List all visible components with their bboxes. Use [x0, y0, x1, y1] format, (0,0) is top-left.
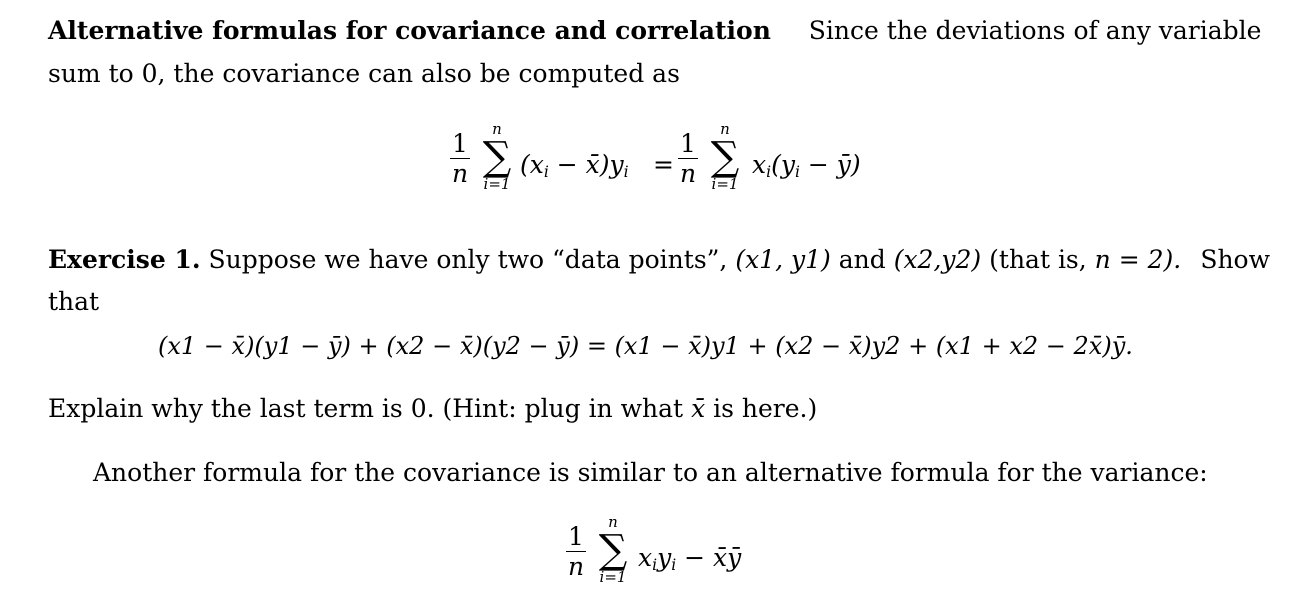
eq3-term-y: y: [657, 543, 672, 572]
eq3-rest: − x̄ȳ: [676, 543, 742, 572]
exercise-label: Exercise 1.: [48, 245, 201, 274]
eq3-frac-den: n: [567, 552, 585, 582]
eq1-equals: =: [653, 150, 674, 179]
eq3-expression: [638, 545, 741, 573]
exercise-text-1: Suppose we have only two “data points”,: [208, 245, 728, 274]
eq1-sub-i-1: i: [543, 162, 549, 181]
eq3-sum-lower: i=1: [599, 568, 627, 586]
eq1-sum-lower: i=1: [483, 175, 511, 193]
eq1-right-end: − ȳ): [799, 150, 861, 179]
eq3-frac: [566, 522, 586, 582]
eq1-frac-num: 1: [452, 129, 468, 158]
eq1-frac-left: [450, 129, 470, 189]
paragraph-2-xbar: x̄: [691, 394, 706, 423]
paragraph-1-line-1: [48, 18, 1261, 43]
exercise-1-line-1: [48, 247, 1181, 272]
eq3-sub-i-2: i: [671, 555, 677, 574]
paragraph-2: [48, 396, 817, 421]
eq1-frac-den-2: n: [679, 159, 697, 189]
exercise-text-2: (that is,: [989, 245, 1087, 274]
eq3-sub-i-1: i: [652, 555, 658, 574]
eq1-frac-num-2: 1: [680, 129, 696, 158]
eq1-sum-left: [472, 122, 522, 192]
paragraph-1-line-2: sum to 0, the covariance can also be computed as: [48, 59, 680, 88]
section-heading: Alternative formulas for covariance and correlation: [48, 16, 771, 45]
eq1-right-term: x: [752, 150, 767, 179]
paragraph-1-text-1: Since the deviations of any variable: [808, 16, 1262, 45]
eq1-sum-symbol-2: ∑: [710, 134, 740, 180]
eq1-frac-den: n: [451, 159, 469, 189]
paragraph-2-text-a: Explain why the last term is 0. (Hint: plug in what: [48, 394, 684, 423]
eq1-left-expression: [520, 152, 629, 180]
eq3-term-x: x: [638, 543, 653, 572]
eq1-sum-upper: n: [492, 120, 502, 138]
eq3-frac-num: 1: [568, 522, 584, 551]
eq1-sum-lower-2: i=1: [711, 175, 739, 193]
eq1-right-rest: (y: [771, 150, 795, 179]
exercise-show: Show: [1200, 245, 1270, 274]
eq1-sum-upper-2: n: [720, 120, 730, 138]
eq3-sum-upper: n: [608, 513, 618, 531]
eq3-sum: [588, 515, 638, 585]
exercise-and: and: [838, 245, 886, 274]
exercise-point-1: (x1, y1): [735, 245, 831, 274]
eq1-left-term: (x: [520, 150, 544, 179]
eq3-sum-symbol: ∑: [598, 527, 628, 573]
eq1-right-expression: [752, 152, 861, 180]
paragraph-3: Another formula for the covariance is similar to an alternative formula for the variance:: [93, 458, 1208, 487]
eq1-sub-i-4: i: [794, 162, 800, 181]
exercise-1-line-2: that: [48, 287, 100, 316]
eq1-left-rest: − x̄)y: [548, 150, 624, 179]
paragraph-2-text-b: is here.): [713, 394, 818, 423]
equation-2: (x1 − x̄)(y1 − ȳ) + (x2 − x̄)(y2 − ȳ) = (x1 − x̄)y1 + (x2 − x̄)y2 + (x1 + x2 − 2x̄)ȳ.: [158, 332, 1133, 360]
eq1-frac-right: [678, 129, 698, 189]
eq1-sum-symbol: ∑: [482, 134, 512, 180]
exercise-point-2: (x2,y2): [893, 245, 982, 274]
eq1-sub-i-2: i: [623, 162, 629, 181]
exercise-n-equals: n = 2).: [1094, 245, 1182, 274]
eq1-sub-i-3: i: [766, 162, 772, 181]
eq1-sum-right: [700, 122, 750, 192]
